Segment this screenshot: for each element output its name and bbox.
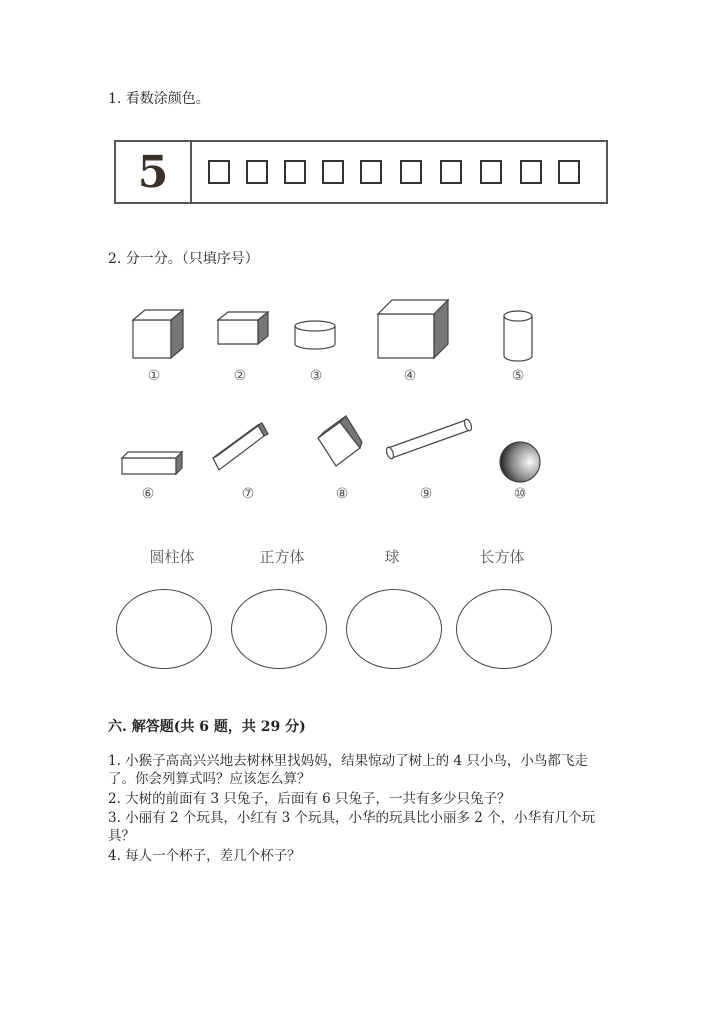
cylinder-rod-icon	[385, 418, 473, 459]
count-number: 5	[116, 142, 192, 202]
cube-large-icon	[378, 300, 448, 358]
category-label-cuboid: 长方体	[479, 548, 525, 566]
section-title: 六. 解答题(共 6 题，共 29 分)	[108, 719, 306, 735]
shape-label: ④	[403, 368, 417, 384]
shape-label: ⑨	[419, 486, 433, 502]
cuboid-icon	[218, 312, 268, 344]
color-square[interactable]	[284, 160, 306, 184]
cylinder-tall-icon	[504, 311, 532, 361]
q1-title: 1. 看数涂颜色。	[108, 91, 210, 107]
color-square[interactable]	[558, 160, 580, 184]
category-label-cube: 正方体	[259, 548, 305, 566]
color-square[interactable]	[520, 160, 542, 184]
cube-icon	[133, 310, 183, 358]
color-square[interactable]	[360, 160, 382, 184]
shape-label: ②	[233, 368, 247, 384]
count-box	[114, 140, 608, 204]
answer-ellipse-cube[interactable]	[231, 589, 327, 669]
problem-item: 4. 每人一个杯子，差几个杯子？	[108, 848, 301, 864]
cylinder-flat-icon	[295, 321, 335, 349]
shape-label: ⑤	[511, 368, 525, 384]
color-square[interactable]	[440, 160, 462, 184]
color-square[interactable]	[400, 160, 422, 184]
color-square[interactable]	[322, 160, 344, 184]
color-square[interactable]	[208, 160, 230, 184]
shape-label: ③	[309, 368, 323, 384]
answer-ellipse-cuboid[interactable]	[456, 589, 552, 669]
shape-label: ⑧	[335, 486, 349, 502]
cube-tilted-icon	[318, 416, 362, 466]
shape-label: ①	[147, 368, 161, 384]
q2-title: 2. 分一分。（只填序号）	[108, 251, 259, 267]
problem-item: 3. 小丽有 2 个玩具，小红有 3 个玩具，小华的玩具比小丽多 2 个，小华有几个玩具？	[108, 810, 596, 844]
sphere-icon	[500, 442, 540, 482]
color-square[interactable]	[246, 160, 268, 184]
color-square[interactable]	[480, 160, 502, 184]
category-label-sphere: 球	[384, 548, 400, 566]
problem-item: 1. 小猴子高高兴兴地去树林里找妈妈，结果惊动了树上的 4 只小鸟，小鸟都飞走了。你会列算式吗？应该怎么算？	[108, 753, 588, 787]
shape-label: ⑥	[141, 486, 155, 502]
problem-item: 2. 大树的前面有 3 只兔子，后面有 6 只兔子，一共有多少只兔子？	[108, 791, 511, 807]
category-label-cylinder: 圆柱体	[149, 548, 195, 566]
cuboid-tilted-icon	[213, 423, 268, 470]
answer-ellipse-sphere[interactable]	[346, 589, 442, 669]
cuboid-long-icon	[122, 452, 182, 474]
shape-label: ⑦	[241, 486, 255, 502]
answer-ellipse-cylinder[interactable]	[116, 589, 212, 669]
shape-label: ⑩	[513, 486, 527, 502]
